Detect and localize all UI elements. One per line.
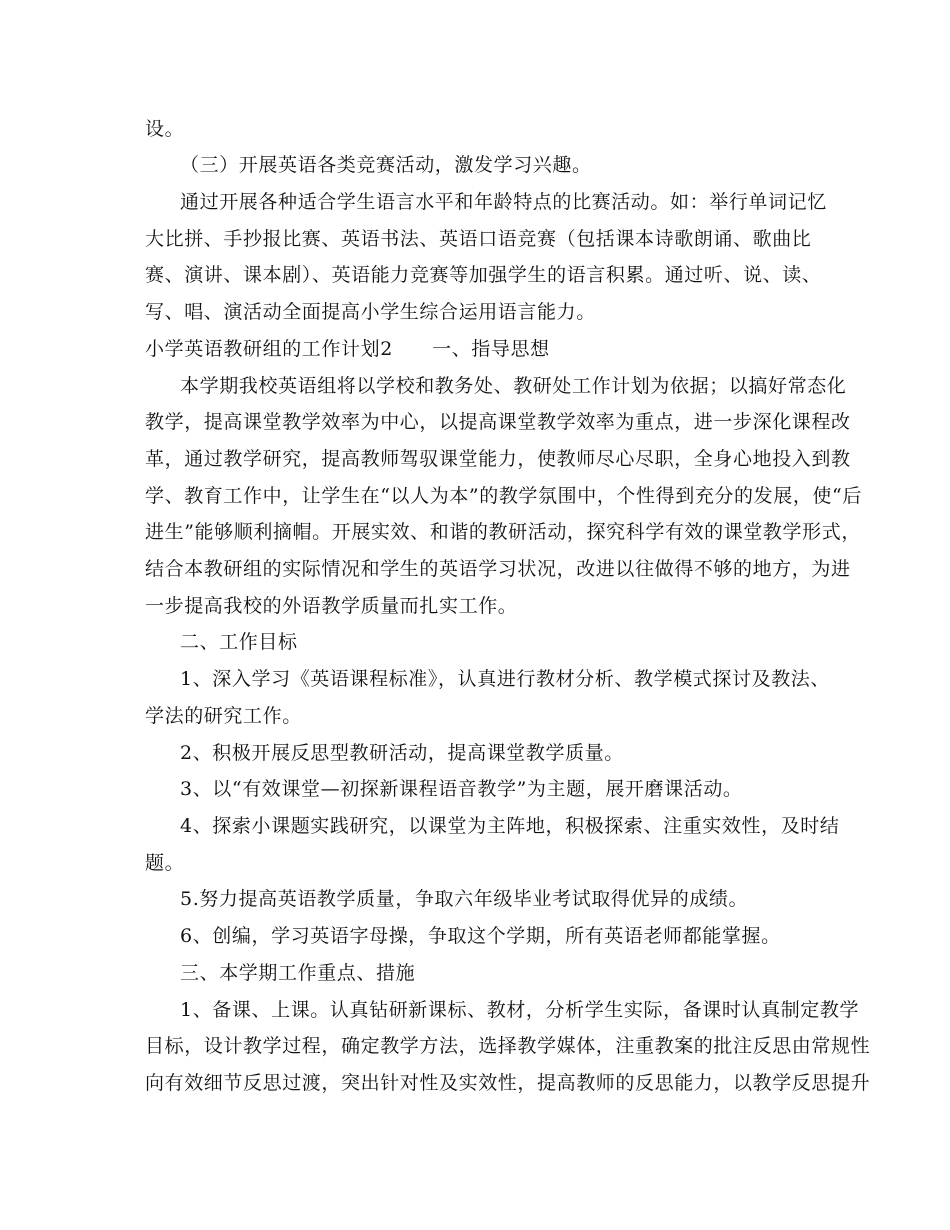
text-line: 结合本教研组的实际情况和学生的英语学习状况，改进以往做得不够的地方，为进 (145, 558, 851, 580)
text-line: 学法的研究工作。 (145, 705, 302, 727)
list-item: 3、以“有效课堂—初探新课程语音教学”为主题，展开磨课活动。 (180, 778, 743, 800)
section-heading: 三、本学期工作重点、措施 (180, 962, 416, 984)
document-title-line: 小学英语教研组的工作计划2 一、指导思想 (145, 338, 550, 360)
text-line: 写、唱、演活动全面提高小学生综合运用语言能力。 (145, 301, 596, 323)
section-heading: （三）开展英语各类竞赛活动，激发学习兴趣。 (180, 154, 592, 176)
text-line: 一步提高我校的外语教学质量而扎实工作。 (145, 595, 518, 617)
text-line: 目标，设计教学过程，确定教学方法，选择教学媒体，注重教案的批注反思由常规性 (145, 1035, 871, 1057)
text-line: 本学期我校英语组将以学校和教务处、教研处工作计划为依据；以搞好常态化 (180, 375, 847, 397)
text-line: 向有效细节反思过渡，突出针对性及实效性，提高教师的反思能力，以教学反思提升 (145, 1072, 871, 1094)
section-heading: 二、工作目标 (180, 631, 298, 653)
list-item: 4、探索小课题实践研究，以课堂为主阵地，积极探索、注重实效性，及时结 (180, 815, 840, 837)
text-line: 通过开展各种适合学生语言水平和年龄特点的比赛活动。如：举行单词记忆 (180, 191, 827, 213)
list-item: 5.努力提高英语教学质量，争取六年级毕业考试取得优异的成绩。 (180, 888, 749, 910)
text-line: 设。 (145, 118, 185, 140)
text-line: 赛、演讲、课本剧）、英语能力竞赛等加强学生的语言积累。通过听、说、读、 (145, 264, 822, 286)
list-item: 1、深入学习《英语课程标准》，认真进行教材分析、教学模式探讨及教法、 (180, 668, 830, 690)
text-line: 题。 (145, 852, 185, 874)
text-line: 学、教育工作中，让学生在“以人为本”的教学氛围中，个性得到充分的发展，使“后 (145, 485, 862, 507)
list-item: 6、创编，学习英语字母操，争取这个学期，所有英语老师都能掌握。 (180, 925, 781, 947)
list-item: 2、积极开展反思型教研活动，提高课堂教学质量。 (180, 742, 624, 764)
text-line: 教学，提高课堂教学效率为中心，以提高课堂教学效率为重点，进一步深化课程改 (145, 411, 851, 433)
text-line: 进生”能够顺利摘帽。开展实效、和谐的教研活动，探究科学有效的课堂教学形式， (145, 521, 861, 543)
text-line: 大比拼、手抄报比赛、英语书法、英语口语竞赛（包括课本诗歌朗诵、歌曲比 (145, 228, 812, 250)
list-item: 1、备课、上课。认真钻研新课标、教材，分析学生实际，备课时认真制定教学 (180, 999, 860, 1021)
text-line: 革，通过教学研究，提高教师驾驭课堂能力，使教师尽心尽职，全身心地投入到教 (145, 448, 851, 470)
